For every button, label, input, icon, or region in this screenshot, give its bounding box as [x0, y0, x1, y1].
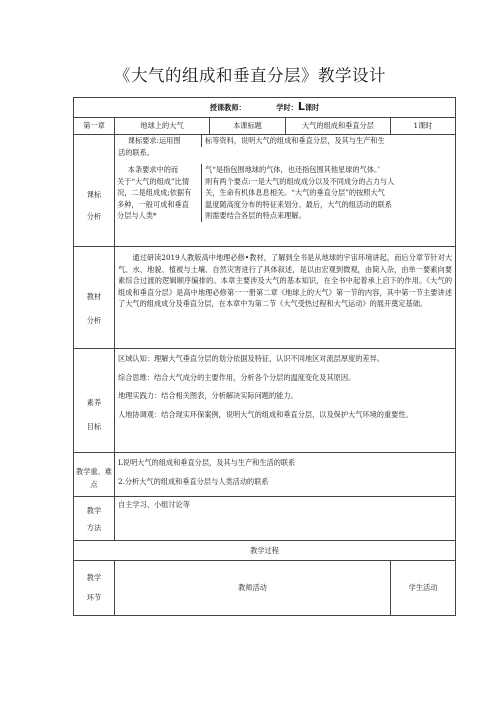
kebiao-para1 [115, 135, 455, 147]
zhongnan-item-1: L说明大气的组成和垂直分层，及其与生产和生活的联系 [118, 458, 296, 467]
zhongnan-label: 教学重、难 点 [74, 453, 115, 497]
topic-label: 本课标题 [210, 118, 286, 135]
kebiao-para2-left: 本条要求中的而 关于“大气的组成”比情 况，二是组成成;依据有 多种，一般可成和垂直 分层与人类* [115, 164, 202, 222]
suyang-item-3: 地理实践力：结合相关图表，分析解决实际问题的能力。 [118, 391, 298, 400]
topic-name: 大气的组成和垂直分层 [286, 118, 391, 135]
kebiao-row [74, 135, 456, 247]
kebiao-para1-end: 活的联系。 [118, 147, 154, 157]
kebiao-label: 课标 分析 [74, 135, 115, 247]
student-activity-label: 学生活动 [391, 561, 456, 616]
suyang-label: 素养 目标 [74, 349, 115, 453]
jiaocai-label: 教材 分析 [74, 247, 115, 349]
header-cell [74, 98, 456, 118]
header-row [74, 98, 456, 118]
zhongnan-row [74, 453, 456, 497]
fangfa-text: 自主学习、小组讨论等 [118, 500, 190, 509]
kebiao-para2 [115, 164, 455, 222]
suyang-content [115, 349, 456, 453]
hours-label: 学时：L课时 [276, 100, 320, 114]
zhongnan-item-2: 2.分析大气的组成和垂直分层与人类活动的联系 [118, 476, 269, 486]
jiaocai-content [115, 247, 456, 349]
process-title: 教学过程 [74, 541, 456, 561]
chapter-row [74, 118, 456, 135]
process-step-label: 教学 环节 [74, 561, 115, 616]
chapter-name: 地球上的大气 [115, 118, 210, 135]
kebiao-para1-left: 课标要求:运用图 [115, 135, 202, 147]
process-header-row [74, 561, 456, 616]
kebiao-para1-right: 标等资料，说明大气的组成和垂直分层，及其与生产和生 [205, 136, 385, 145]
zhongnan-content [115, 453, 456, 497]
chapter-number: 第一章 [74, 118, 115, 135]
fangfa-row [74, 497, 456, 541]
fangfa-content [115, 497, 456, 541]
class-hours: 1课时 [391, 118, 456, 135]
kebiao-content [115, 135, 456, 247]
kebiao-para2-right: 气“是指包围地球的气体，也还指包围其他星球的气体。’ 则有两个要点:一是大气的组成成分以及不同成分的占力与人 关，生命有机体息息相关。“大气的垂直分层”的按照大气 温度随高度分布的特征来划分。最后，大气的组活动的联系 则需要结合各层的特点来理解。 [205, 165, 395, 220]
document-title: 《大气的组成和垂直分层》教学设计 [114, 66, 386, 85]
suyang-row [74, 349, 456, 453]
suyang-item-1: 区域认知：理解大气垂直分层的划分依据及特征，认识不同地区对流层厚度的差异。 [118, 354, 384, 363]
jiaocai-row [74, 247, 456, 349]
teacher-label: 授课教师： [209, 103, 246, 113]
lesson-plan-table [73, 97, 455, 616]
suyang-item-2: 综合思维：结合大气成分的主要作用，分析各个分层的温度变化及其原因。 [118, 372, 356, 382]
process-title-row [74, 541, 456, 561]
suyang-item-4: 人地协调观：结合现实环保案例，说明大气的组成和垂直分层，以及保护大气环境的重要性。 [118, 409, 413, 419]
teacher-activity-label: 教师活动 [115, 561, 391, 616]
jiaocai-text: 通过研读2019人教版高中地理必修•教材，了解到全书是从地球的宇宙环境讲起，而后分章节针对大气、水、地貌、植被与土壤、自然灾害进行了具体叙述，是以由宏观到微观，由简入杂，由单一要素向要素综合过渡的逻辑顺序编排的。本章主要涉及大气的基本知识，在全书中起着承上启下的作用。《大气的组成和垂直分层》是高中地理必修第一一册第二章《地球上的大气》第一节的内容，其中第一节主要讲述了大气的组成成分及垂直分层，在本章中为第二节《大气受热过程和大气运动》的展开奠定基础。 [118, 253, 453, 308]
fangfa-label: 教学 方法 [74, 497, 115, 541]
